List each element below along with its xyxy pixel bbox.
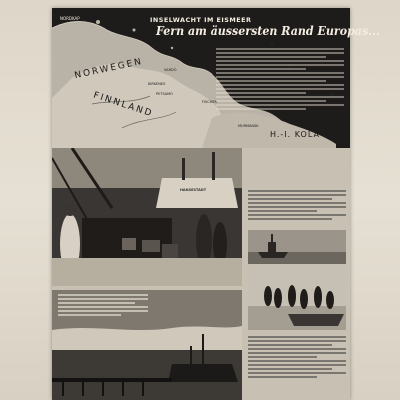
ship-name-label: HANSESTADT: [180, 188, 207, 192]
photo-soldiers: [248, 266, 346, 330]
headline: Fern am äussersten Rand Europas...: [156, 24, 380, 38]
label-fischer: FISCHER: [202, 100, 217, 104]
label-murmansk: MURMANSK: [238, 124, 259, 128]
caption-block-1: [248, 188, 346, 228]
magazine-sheet: [52, 8, 380, 400]
intro-text-block: [216, 46, 344, 122]
label-vardoe: VARDÖ: [164, 68, 177, 72]
label-norwegen: NORWEGEN: [73, 56, 144, 82]
label-finnland: FINNLAND: [91, 90, 155, 120]
caption-block-2: [58, 292, 148, 330]
label-kola: H.-I. KOLA: [270, 130, 320, 139]
label-kirkenes: KIRKENES: [148, 82, 166, 86]
label-petsamo: PETSAMO: [156, 92, 173, 96]
caption-block-3: [248, 334, 346, 396]
label-nordkap: NORDKAP: [60, 16, 80, 21]
photo-harbor-cargo: [52, 148, 242, 286]
kicker: INSELWACHT IM EISMEER: [150, 16, 252, 24]
photo-tugboat: [248, 230, 346, 264]
